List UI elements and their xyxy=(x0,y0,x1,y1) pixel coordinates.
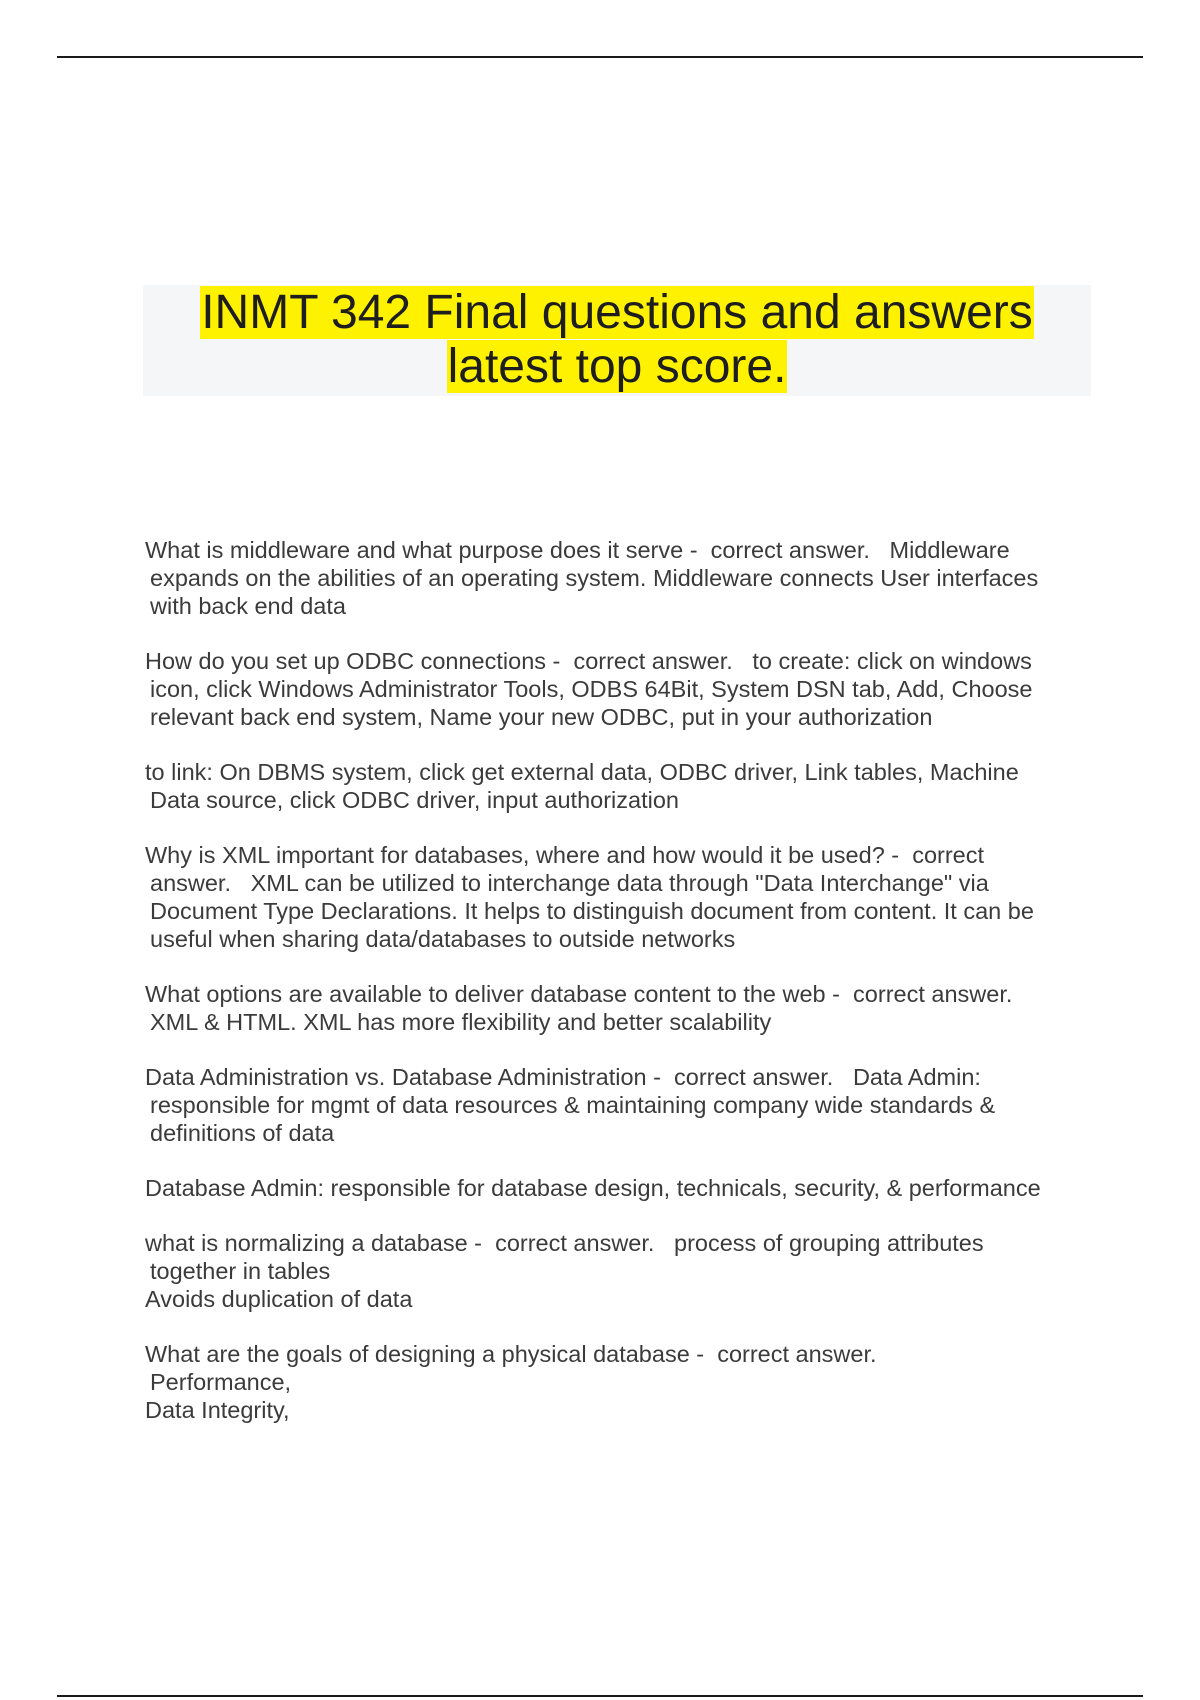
answer-label: correct answer. xyxy=(717,1341,877,1367)
answer-text: Data Admin: xyxy=(852,1064,981,1090)
question-text: What is middleware and what purpose does it serve - xyxy=(145,537,698,563)
question-text: How do you set up ODBC connections - xyxy=(145,648,561,674)
qa-content xyxy=(145,536,1095,1451)
qa-item xyxy=(145,758,1095,814)
qa-item xyxy=(145,980,1095,1036)
question-text: what is normalizing a database - xyxy=(145,1230,483,1256)
answer-label: correct answer. xyxy=(674,1064,834,1090)
bottom-rule xyxy=(57,1695,1143,1697)
answer-text: with back end data xyxy=(150,593,346,619)
answer-text: XML & HTML. XML has more flexibility and better scalability xyxy=(150,1009,772,1035)
answer-label: correct answer. xyxy=(710,537,870,563)
title-block xyxy=(143,285,1091,396)
answer-text: Performance, xyxy=(150,1369,292,1395)
qa-item xyxy=(145,1174,1095,1202)
qa-item xyxy=(145,1063,1095,1147)
answer-label: correct answer. xyxy=(853,981,1013,1007)
answer-text: Middleware xyxy=(889,537,1010,563)
question-text: What are the goals of designing a physical database - xyxy=(145,1341,705,1367)
answer-text: Document Type Declarations. It helps to distinguish document from content. It can be xyxy=(150,898,1034,924)
answer-text: definitions of data xyxy=(150,1120,335,1146)
answer-label: correct xyxy=(912,842,985,868)
qa-item xyxy=(145,536,1095,620)
answer-text: together in tables xyxy=(150,1258,331,1284)
qa-item xyxy=(145,647,1095,731)
answer-text: Database Admin: responsible for database design, technicals, security, & performance xyxy=(145,1175,1041,1201)
answer-text: process of grouping attributes xyxy=(674,1230,984,1256)
answer-text: Avoids duplication of data xyxy=(145,1286,413,1312)
qa-item xyxy=(145,1340,1095,1424)
qa-item xyxy=(145,1229,1095,1313)
question-text: What options are available to deliver database content to the web - xyxy=(145,981,840,1007)
answer-text: expands on the abilities of an operating system. Middleware connects User interfaces xyxy=(150,565,1039,591)
answer-text: icon, click Windows Administrator Tools, ODBS 64Bit, System DSN tab, Add, Choose xyxy=(150,676,1033,702)
answer-text: useful when sharing data/databases to outside networks xyxy=(150,926,736,952)
question-text: Data Administration vs. Database Administration - xyxy=(145,1064,661,1090)
title-line-1: INMT 342 Final questions and answers xyxy=(201,286,1033,339)
answer-label: correct answer. xyxy=(495,1230,655,1256)
answer-text: Data Integrity, xyxy=(145,1397,290,1423)
top-rule xyxy=(57,56,1143,58)
answer-text: responsible for mgmt of data resources & maintaining company wide standards & xyxy=(150,1092,996,1118)
document-title xyxy=(143,285,1091,394)
qa-item xyxy=(145,841,1095,953)
answer-text: Data source, click ODBC driver, input authorization xyxy=(150,787,679,813)
answer-text: relevant back end system, Name your new ODBC, put in your authorization xyxy=(150,704,933,730)
answer-text: to link: On DBMS system, click get external data, ODBC driver, Link tables, Machine xyxy=(145,759,1019,785)
question-text: Why is XML important for databases, where and how would it be used? - xyxy=(145,842,900,868)
answer-text: answer. XML can be utilized to interchange data through "Data Interchange" via xyxy=(150,870,989,896)
answer-text: to create: click on windows xyxy=(752,648,1032,674)
answer-label: correct answer. xyxy=(573,648,733,674)
title-line-2: latest top score. xyxy=(447,340,787,393)
